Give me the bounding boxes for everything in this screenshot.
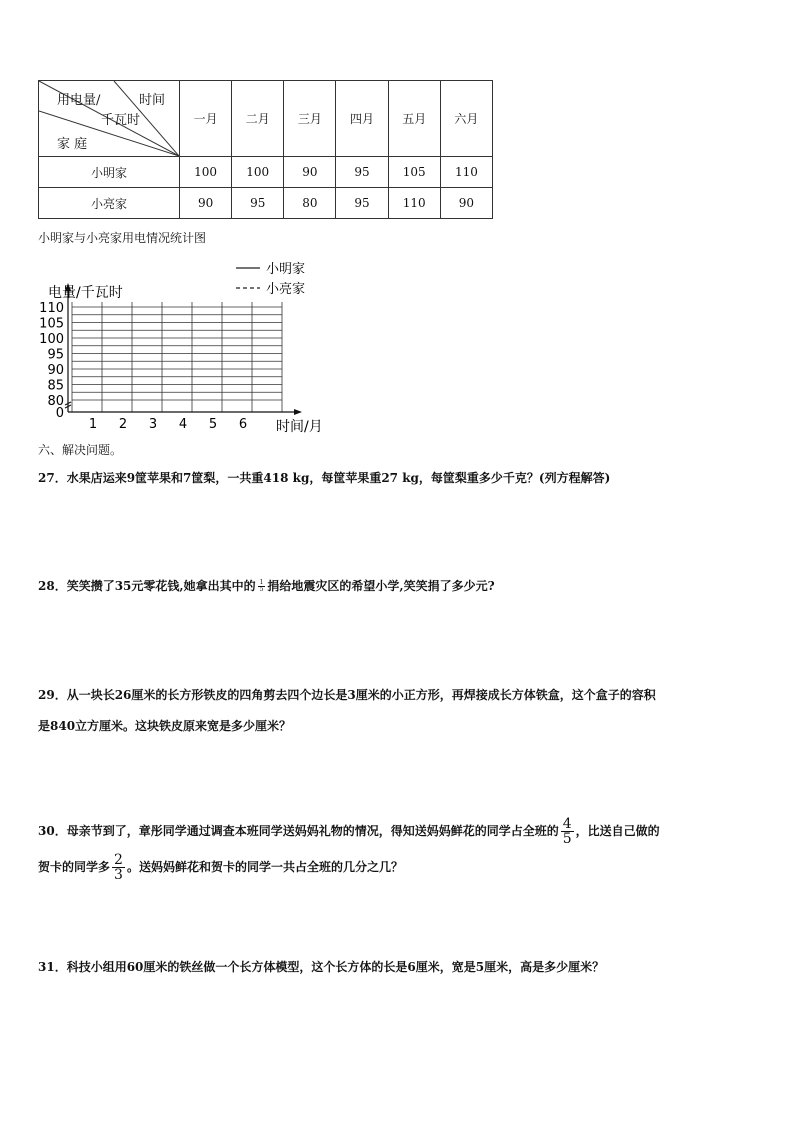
q28-numerator: 1 [259, 579, 264, 586]
q30-fraction-2 [112, 853, 125, 882]
q30-text-c: 贺卡的同学多 [38, 860, 111, 874]
legend-xiaoliang: 小亮家 [266, 282, 306, 297]
chart-caption: 小明家与小亮家用电情况统计图 [38, 231, 207, 245]
y-tick-label: 90 [47, 363, 64, 378]
x-tick-label: 1 [88, 417, 98, 432]
y-tick-label: 0 [55, 406, 64, 421]
corner-unit2: 千瓦时 [101, 113, 141, 128]
x-axis-arrow [294, 409, 302, 415]
y-axis-label: 电量/千瓦时 [48, 285, 123, 301]
y-tick-label: 85 [47, 378, 64, 394]
q30-text-d: 。送妈妈鲜花和贺卡的同学一共占全班的几分之几？ [126, 860, 403, 874]
table-cell: 90 [440, 188, 492, 219]
q30-denominator-2: 3 [114, 867, 123, 883]
month-header: 六月 [440, 81, 492, 157]
question-28 [38, 577, 495, 594]
electricity-table-wrap [38, 80, 493, 217]
table-cell: 90 [284, 157, 336, 188]
chart-axes [65, 283, 302, 415]
y-tick-label: 80 [47, 394, 64, 409]
table-row [39, 188, 493, 219]
table-cell: 80 [284, 188, 336, 219]
table-cell: 105 [388, 157, 440, 188]
q28-fraction [258, 580, 266, 593]
x-tick-label: 2 [118, 417, 128, 432]
electricity-table [38, 80, 493, 219]
q30-numerator-2: 2 [114, 852, 123, 868]
q28-text-b: 捐给地震灾区的希望小学,笑笑捐了多少元? [267, 579, 495, 593]
question-30-line1 [38, 817, 660, 846]
x-tick-label: 4 [178, 417, 188, 432]
y-tick-label: 105 [39, 316, 64, 332]
question-30-line2 [38, 853, 403, 882]
family-name: 小明家 [39, 157, 180, 188]
table-cell: 100 [232, 157, 284, 188]
table-cell: 100 [180, 157, 232, 188]
q30-numerator-1: 4 [562, 816, 572, 832]
y-tick-label: 100 [39, 332, 64, 347]
month-header: 四月 [336, 81, 388, 157]
question-27: 27．水果店运来9筐苹果和7筐梨，一共重418 kg，每筐苹果重27 kg，每筐梨重多少千克？(列方程解答) [38, 471, 611, 485]
table-cell: 90 [180, 188, 232, 219]
table-cell: 110 [388, 188, 440, 219]
y-tick-label: 110 [39, 301, 64, 316]
month-header: 二月 [232, 81, 284, 157]
corner-header-cell [39, 81, 180, 157]
corner-family: 家 庭 [57, 137, 88, 152]
question-29-line1: 29．从一块长26厘米的长方形铁皮的四角剪去四个边长是3厘米的小正方形，再焊接成长方体铁盒，这个盒子的容积 [38, 688, 656, 702]
section-title: 六、解决问题。 [38, 443, 123, 457]
question-29-line2: 是840立方厘米。这块铁皮原来宽是多少厘米？ [38, 719, 292, 733]
q30-text-b: ，比送自己做的 [575, 824, 660, 838]
q28-denominator: 5 [259, 586, 264, 593]
q30-text-a: 30．母亲节到了，章彤同学通过调查本班同学送妈妈礼物的情况，得知送妈妈鲜花的同学占全班的 [38, 824, 559, 838]
legend-xiaoming: 小明家 [266, 262, 306, 277]
q30-denominator-1: 5 [562, 831, 572, 847]
question-31: 31．科技小组用60厘米的铁丝做一个长方体模型，这个长方体的长是6厘米，宽是5厘米，高是多少厘米？ [38, 960, 605, 974]
table-header-row [39, 81, 493, 157]
q28-text-a: 28．笑笑攒了35元零花钱,她拿出其中的 [38, 579, 256, 593]
corner-unit1: 用电量/ [57, 93, 101, 108]
table-cell: 110 [440, 157, 492, 188]
table-row [39, 157, 493, 188]
family-name: 小亮家 [39, 188, 180, 219]
q30-fraction-1 [561, 817, 574, 846]
y-tick-label: 95 [47, 347, 64, 363]
table-cell: 95 [232, 188, 284, 219]
table-cell: 95 [336, 157, 388, 188]
chart-grid [72, 302, 282, 412]
month-header: 一月 [180, 81, 232, 157]
month-header: 三月 [284, 81, 336, 157]
x-tick-label: 6 [238, 417, 248, 432]
x-tick-label: 5 [208, 417, 218, 432]
month-header: 五月 [388, 81, 440, 157]
x-axis-label: 时间/月 [276, 419, 323, 435]
corner-time: 时间 [139, 93, 166, 108]
electricity-line-chart [38, 255, 338, 445]
x-tick-label: 3 [148, 417, 158, 432]
table-cell: 95 [336, 188, 388, 219]
